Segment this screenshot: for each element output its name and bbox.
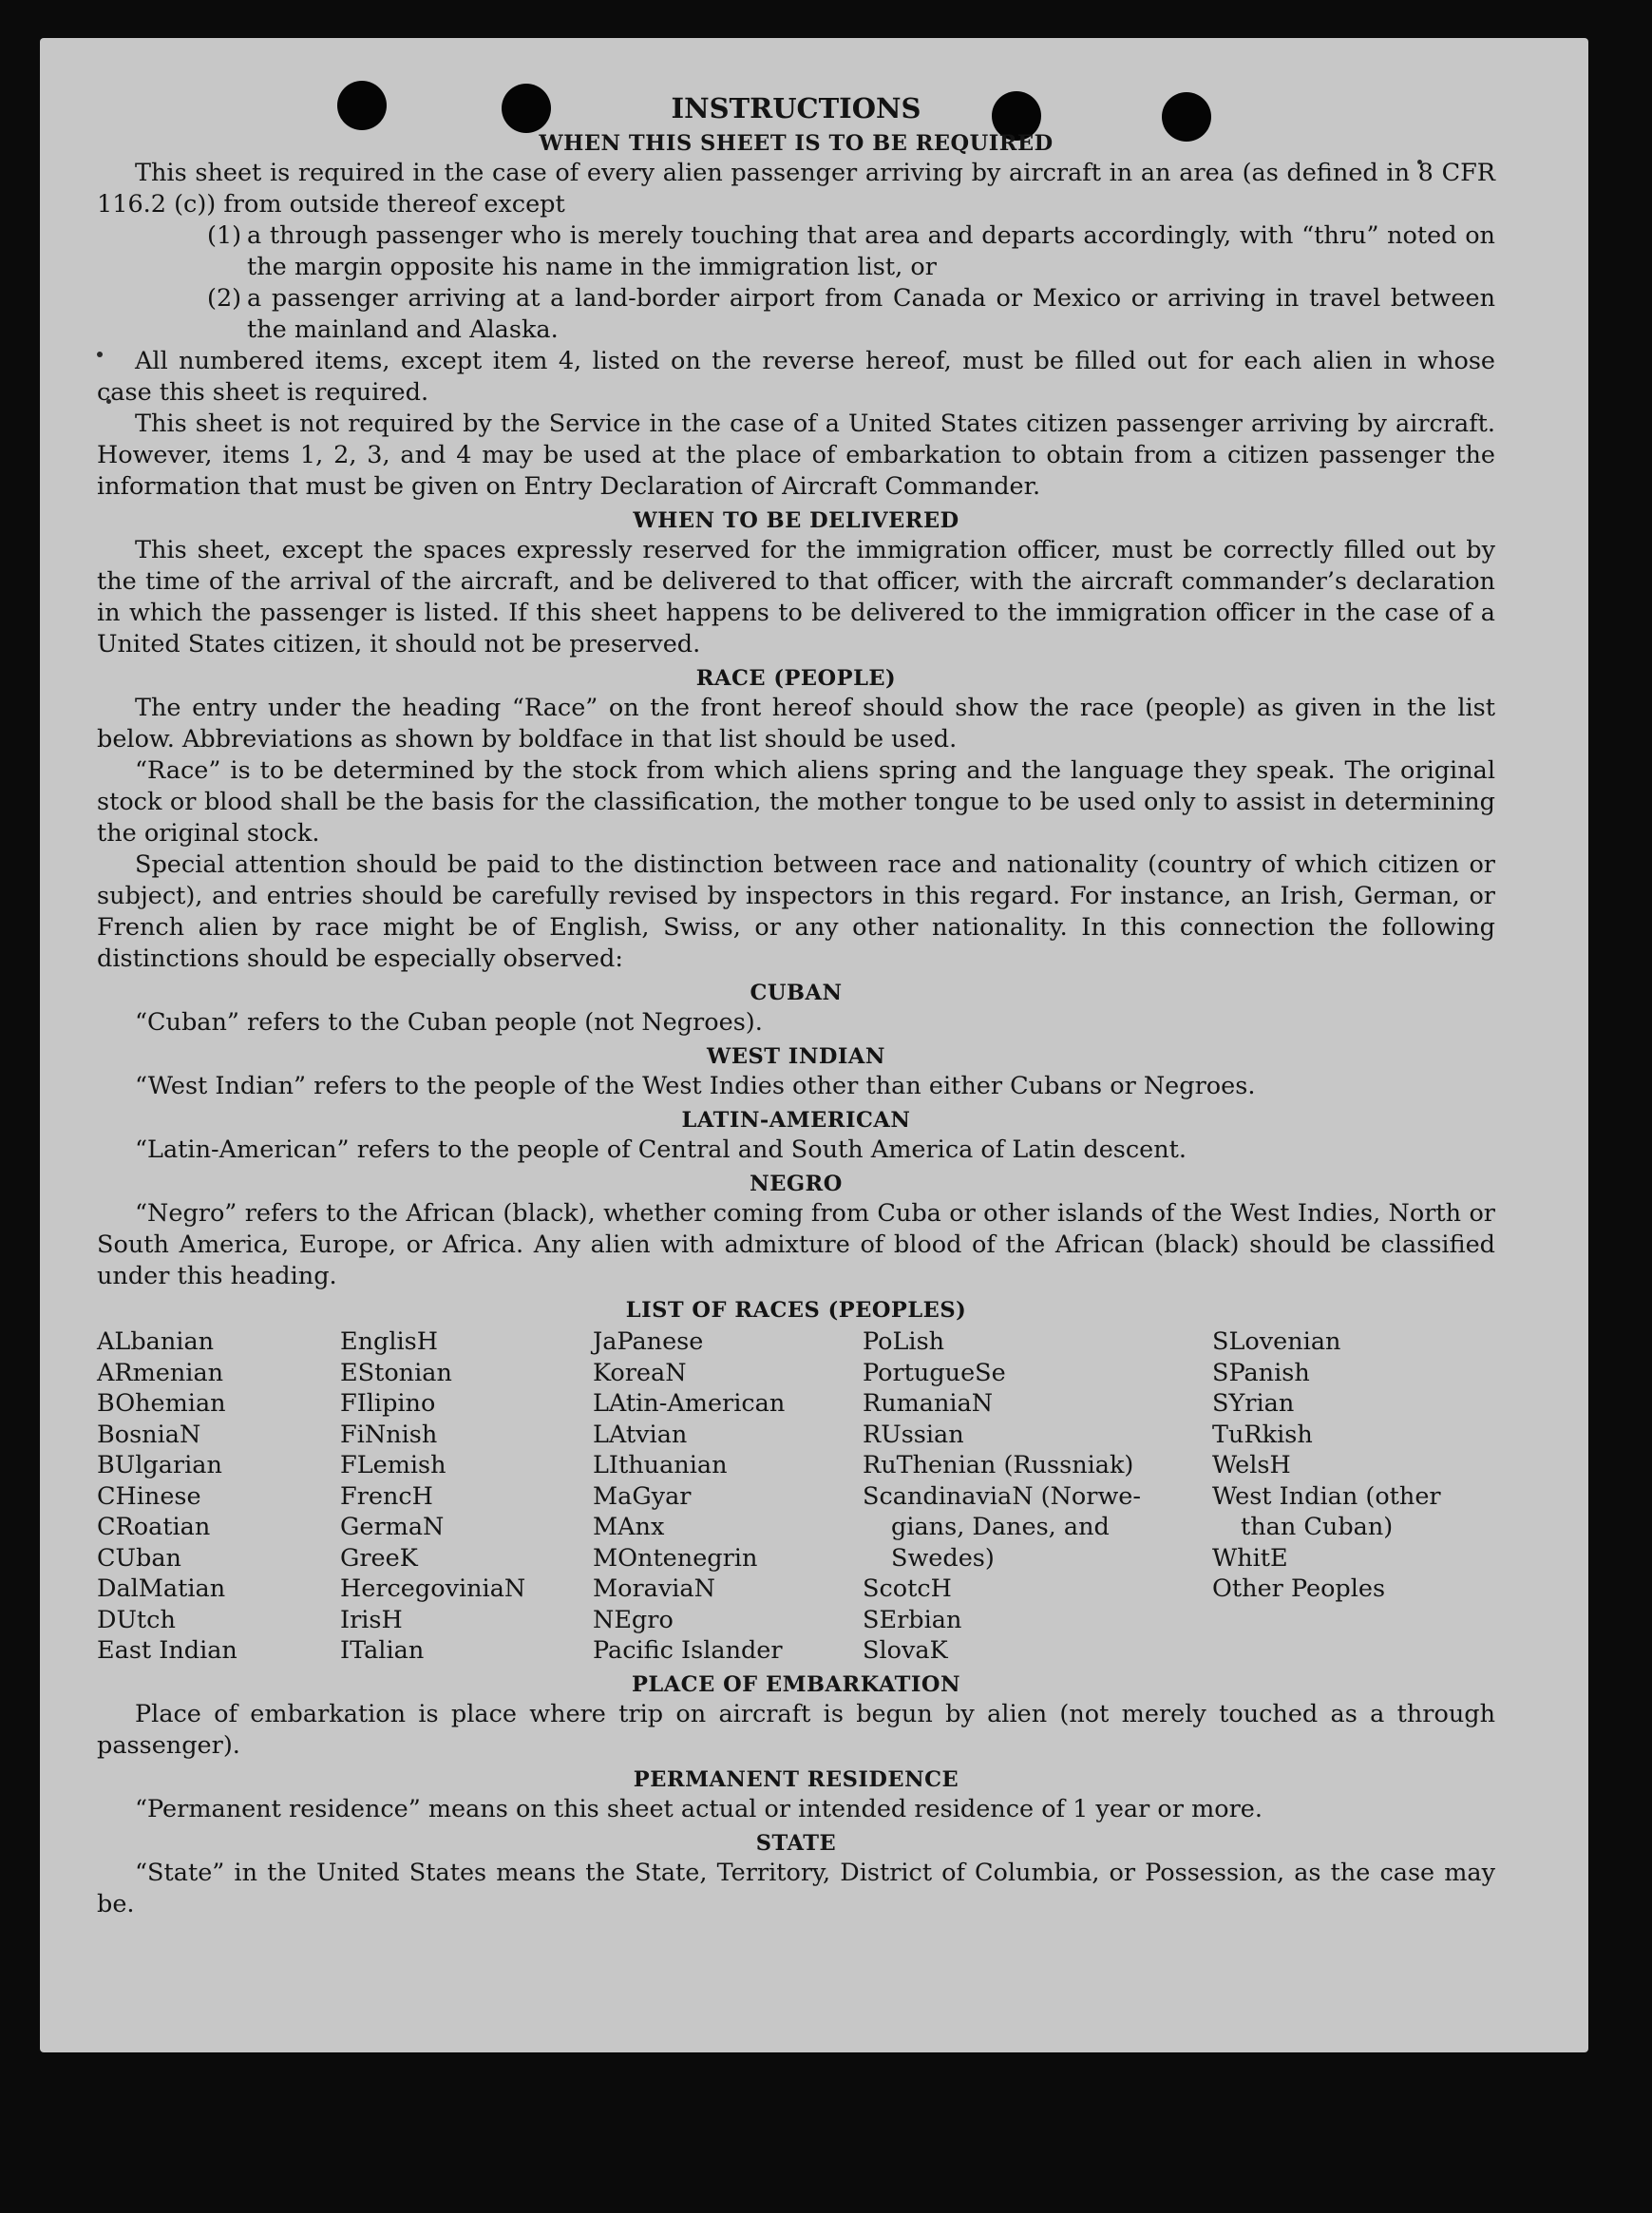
race-entry: SLovenian <box>1212 1327 1341 1356</box>
race-entry: BUlgarian <box>97 1451 222 1479</box>
race-paragraph-2: “Race” is to be determined by the stock from which aliens spring and the language they speak. The original stock or blood shall be the basis for the classification, the mother tongue to be used only to assist in determining the original stock. <box>97 756 1495 848</box>
race-entry: KoreaN <box>593 1358 687 1387</box>
heading-latin-american: LATIN-AMERICAN <box>681 1108 911 1133</box>
exception-number: (2) <box>207 284 242 313</box>
heading-when-required: WHEN THIS SHEET IS TO BE REQUIRED <box>539 131 1054 156</box>
race-entry: CRoatian <box>97 1513 211 1541</box>
race-entry: DUtch <box>97 1605 176 1634</box>
cuban-definition: “Cuban” refers to the Cuban people (not Negroes). <box>135 1008 763 1037</box>
race-column <box>863 1326 1212 1667</box>
race-entry: RuThenian (Russniak) <box>863 1451 1134 1479</box>
heading-race: RACE (PEOPLE) <box>695 666 897 691</box>
race-entry: GreeK <box>340 1543 418 1573</box>
heading-negro: NEGRO <box>750 1172 843 1196</box>
instructions-content <box>97 91 1495 1920</box>
heading-embarkation: PLACE OF EMBARKATION <box>631 1671 961 1697</box>
race-entry: WelsH <box>1212 1451 1291 1479</box>
citizen-paragraph: This sheet is not required by the Service in the case of a United States citizen passenger arriving by aircraft. However, items 1, 2, 3, and 4 may be used at the place of embarkation to obtain from a citizen passenger the information that must be given on Entry Declaration of Aircraft Commander. <box>97 410 1495 501</box>
race-paragraph-1: The entry under the heading “Race” on the front hereof should show the race (people) as given in the list below. Abbreviations as shown by boldface in that list should be used. <box>97 694 1495 754</box>
exception-item <box>207 283 1495 346</box>
race-entry: FiNnish <box>340 1420 438 1449</box>
page-title: INSTRUCTIONS <box>671 92 921 124</box>
race-entry: FLemish <box>340 1451 446 1479</box>
heading-cuban: CUBAN <box>750 981 843 1005</box>
race-entry: ARmenian <box>97 1358 224 1387</box>
heading-when-delivered: WHEN TO BE DELIVERED <box>633 508 959 533</box>
latin-american-definition: “Latin-American” refers to the people of Central and South America of Latin descent. <box>135 1135 1187 1164</box>
race-entry: MOntenegrin <box>593 1543 758 1573</box>
race-entry: LIthuanian <box>593 1451 728 1479</box>
race-entry: EnglisH <box>340 1327 438 1356</box>
race-entry: TuRkish <box>1212 1420 1313 1449</box>
heading-state: STATE <box>755 1830 837 1856</box>
embarkation-definition: Place of embarkation is place where trip on aircraft is begun by alien (not merely touched as a through passenger). <box>97 1699 1495 1760</box>
race-entry: ScotcH <box>863 1574 952 1603</box>
numbered-items-paragraph: All numbered items, except item 4, listed on the reverse hereof, must be filled out for each alien in whose case this sheet is required. <box>97 347 1495 407</box>
exception-text: a passenger arriving at a land-border airport from Canada or Mexico or arriving in travel between the mainland and Alaska. <box>247 284 1495 344</box>
race-entry-continuation: gians, Danes, and <box>891 1513 1110 1541</box>
exception-item <box>207 220 1495 283</box>
race-entry: MaGyar <box>593 1481 692 1511</box>
race-entry: BosniaN <box>97 1420 201 1449</box>
race-entry: CUban <box>97 1543 181 1573</box>
race-entry: PoLish <box>863 1327 945 1356</box>
race-entry: FIlipino <box>340 1389 436 1418</box>
race-entry: HercegoviniaN <box>340 1574 526 1603</box>
race-entry: SPanish <box>1212 1358 1310 1387</box>
when-delivered-text: This sheet, except the spaces expressly reserved for the immigration officer, must be correctly filled out by the time of the arrival of the aircraft, and be delivered to that officer, with the aircraft commander’s declaration in which the passenger is listed. If this sheet happens to be delivered to the immigration officer in the case of a United States citizen, it should not be preserved. <box>97 536 1495 658</box>
race-entry: RumaniaN <box>863 1389 994 1418</box>
heading-residence: PERMANENT RESIDENCE <box>633 1766 959 1792</box>
race-entry: SYrian <box>1212 1389 1295 1418</box>
race-entry: WhitE <box>1212 1543 1288 1573</box>
race-entry: West Indian (other <box>1212 1481 1441 1511</box>
race-entry: Other Peoples <box>1212 1574 1386 1603</box>
race-entry: PortugueSe <box>863 1358 1006 1387</box>
race-entry: CHinese <box>97 1481 201 1511</box>
race-paragraph-3: Special attention should be paid to the distinction between race and nationality (country of which citizen or subject), and entries should be carefully revised by inspectors in this regard. For instance, an Irish, German, or French alien by race might be of English, Swiss, or any other nationality. In this connection the following distinctions should be especially observed: <box>97 850 1495 973</box>
race-entry: SlovaK <box>863 1636 948 1665</box>
race-entry: JaPanese <box>593 1327 704 1356</box>
race-entry: Pacific Islander <box>593 1636 783 1665</box>
race-entry: SErbian <box>863 1605 962 1634</box>
race-entry: FrencH <box>340 1481 433 1511</box>
race-entry: NEgro <box>593 1605 674 1634</box>
heading-west-indian: WEST INDIAN <box>707 1044 885 1069</box>
race-entry: East Indian <box>97 1636 237 1665</box>
race-entry: MAnx <box>593 1513 665 1541</box>
race-entry: LAtin-American <box>593 1389 786 1418</box>
state-definition: “State” in the United States means the State, Territory, District of Columbia, or Possession, as the case may be. <box>97 1858 1495 1918</box>
race-entry: IrisH <box>340 1605 403 1634</box>
exception-text: a through passenger who is merely touching that area and departs accordingly, with “thru” noted on the margin opposite his name in the immigration list, or <box>247 221 1495 281</box>
west-indian-definition: “West Indian” refers to the people of the West Indies other than either Cubans or Negroes. <box>135 1072 1256 1100</box>
heading-list-of-races: LIST OF RACES (PEOPLES) <box>625 1298 967 1323</box>
race-entry: ALbanian <box>97 1327 215 1356</box>
race-entry: GermaN <box>340 1513 445 1541</box>
race-column <box>97 1326 340 1667</box>
race-list <box>97 1326 1495 1667</box>
exception-number: (1) <box>207 221 242 250</box>
race-column <box>593 1326 863 1667</box>
race-column <box>340 1326 593 1667</box>
race-entry: BOhemian <box>97 1389 226 1418</box>
residence-definition: “Permanent residence” means on this sheet actual or intended residence of 1 year or more. <box>135 1794 1263 1823</box>
race-entry: RUssian <box>863 1420 964 1449</box>
race-entry: LAtvian <box>593 1420 688 1449</box>
when-required-intro: This sheet is required in the case of every alien passenger arriving by aircraft in an area (as defined in 8 CFR 116.2 (c)) from outside thereof except <box>97 159 1495 219</box>
race-column <box>1212 1326 1493 1667</box>
race-entry-continuation: Swedes) <box>891 1543 995 1573</box>
race-entry: MoraviaN <box>593 1574 715 1603</box>
race-entry: DalMatian <box>97 1574 226 1603</box>
race-entry: EStonian <box>340 1358 452 1387</box>
race-entry: ScandinaviaN (Norwe- <box>863 1481 1142 1511</box>
race-entry-continuation: than Cuban) <box>1241 1513 1394 1541</box>
race-entry: ITalian <box>340 1636 425 1665</box>
negro-definition: “Negro” refers to the African (black), whether coming from Cuba or other islands of the West Indies, North or South America, Europe, or Africa. Any alien with admixture of blood of the African (black) should be classified under this heading. <box>97 1199 1495 1290</box>
